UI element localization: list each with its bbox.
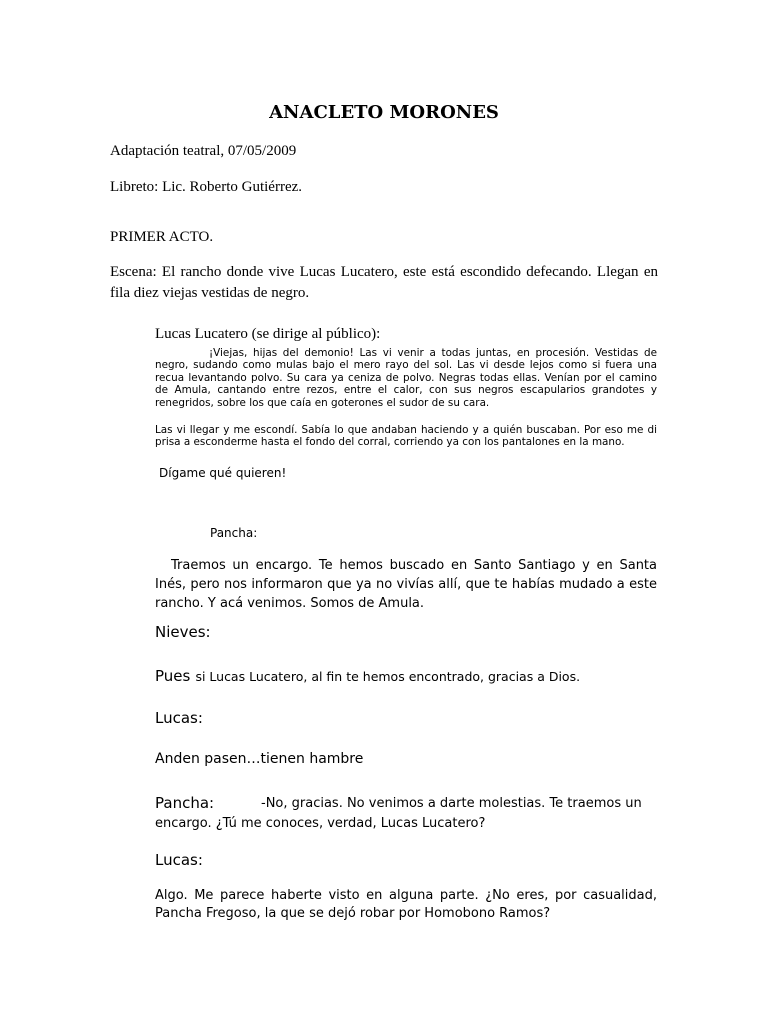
scene-description: Escena: El rancho donde vive Lucas Lucatero, este está escondido defecando. Llegan en fila diez viejas vestidas de negro. <box>110 264 658 301</box>
adaptation-line: Adaptación teatral, 07/05/2009 <box>110 143 297 159</box>
dialogue-first-word: Pues <box>155 667 191 685</box>
libretto-line: Libreto: Lic. Roberto Gutiérrez. <box>110 179 303 195</box>
dialogue-text <box>155 666 580 685</box>
speaker-pancha: Pancha: <box>210 526 258 540</box>
dialogue-text: encargo. ¿Tú me conoces, verdad, Lucas Lucatero? <box>155 816 486 831</box>
speaker-lucas: Lucas: <box>155 709 203 727</box>
speaker-lucas-lucatero: Lucas Lucatero (se dirige al público): <box>155 326 381 342</box>
dialogue-rest: si Lucas Lucatero, al fin te hemos encontrado, gracias a Dios. <box>195 669 581 684</box>
dialogue-text: Anden pasen…tienen hambre <box>155 751 364 767</box>
monologue-paragraph: Las vi llegar y me escondí. Sabía lo que andaban haciendo y a quién buscaban. Por eso me di prisa a esconderme hasta el fondo del corral, corriendo ya con los pantalones en la mano. <box>155 424 657 449</box>
act-heading: PRIMER ACTO. <box>110 229 214 245</box>
monologue-paragraph: ¡Viejas, hijas del demonio! Las vi venir a todas juntas, en procesión. Vestidas de negro, sudando como mulas bajo el mero rayo del sol. Las vi desde lejos como si fuera una recua levantando polvo. Su cara ya ceniza de polvo. Negras todas ellas. Venían por el camino de Amula, cantando entre rezos, entre el calor, con sus negros escapularios grandotes y renegridos, sobre los que caía en goterones el sudor de su cara. <box>155 347 657 409</box>
dialogue-text: -No, gracias. No venimos a darte molestias. Te traemos un <box>261 796 642 811</box>
speaker-nieves: Nieves: <box>155 623 211 641</box>
monologue-line: Dígame qué quieren! <box>159 466 287 480</box>
dialogue-text: Traemos un encargo. Te hemos buscado en Santo Santiago y en Santa Inés, pero nos informaron que ya no vivías allí, que te habías mudado a este rancho. Y acá venimos. Somos de Amula. <box>155 558 657 611</box>
document-title: ANACLETO MORONES <box>269 102 499 123</box>
speaker-lucas: Lucas: <box>155 851 203 869</box>
speaker-pancha: Pancha: <box>155 794 215 812</box>
dialogue-text: Algo. Me parece haberte visto en alguna parte. ¿No eres, por casualidad, Pancha Fregoso, la que se dejó robar por Homobono Ramos? <box>155 888 657 921</box>
